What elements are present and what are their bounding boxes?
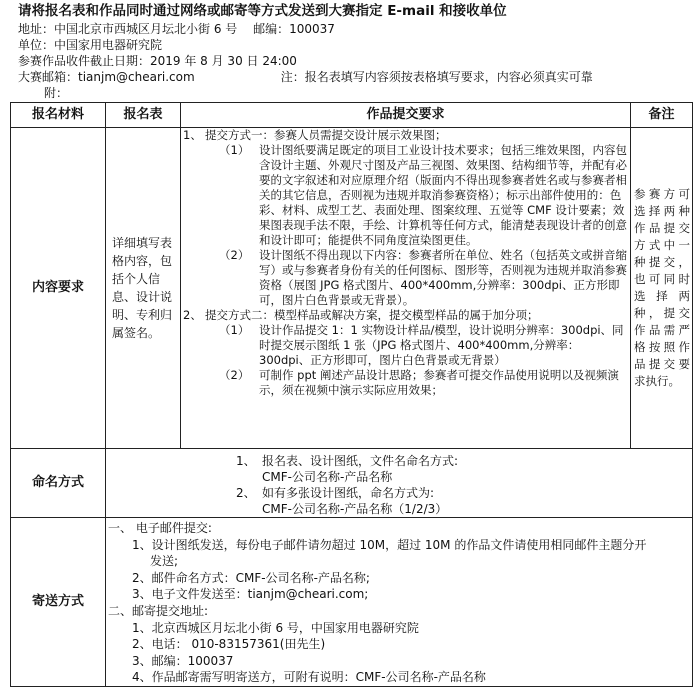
email-note-line — [18, 69, 693, 85]
sending-row — [11, 518, 693, 687]
req-item-text: 设计图纸不得出现以下内容：参赛者所在单位、姓名（包括英文或拼音缩写）或与参赛者身份有关的任何图标、图形等，否则视为违规并取消参赛资格（展图 JPG 格式图片、400*400mm,分辨率：300dpi、正方形即可，图片白色背景或无背景）。 — [259, 248, 627, 307]
header-remarks: 备注 — [631, 103, 693, 128]
req-item-text: 设计图纸要满足既定的项目工业设计技术要求；包括三维效果图，内容包含设计主题、外观尺寸图及产品三视图、效果图、结构细节等，并配有必要的文字叙述和对应原理介绍（版面内不得出现参赛者姓名或与参赛者相关的其它信息，否则视为违规并取消参赛资格）；标示出部件使用的：色彩、材料、成型工艺、表面处理、图案纹理、五觉等 CMF 设计要素；效果图表现手法不限，手绘、计算机等任何方式，能清楚表现设计者的创意和设计即可；能提供不同角度渲染图更佳。 — [259, 143, 627, 247]
sending-line: 4、作品邮寄需写明寄送方，可附有说明：CMF-公司名称-产品名称 — [132, 670, 486, 685]
sending-line: 3、电子文件发送至：tianjm@cheari.com; — [132, 587, 369, 602]
sending-cell — [106, 518, 693, 687]
req-item — [181, 143, 630, 248]
naming-item — [236, 453, 692, 485]
header-materials: 报名材料 — [11, 103, 106, 128]
content-requirements-label: 内容要求 — [11, 128, 106, 449]
req-item-text: 提交方式一：参赛人员需提交设计展示效果图； — [205, 128, 447, 142]
submission-table — [10, 102, 693, 687]
naming-item-line: CMF-公司名称-产品名称 — [262, 470, 393, 484]
sending-line: 3、邮编：100037 — [132, 653, 234, 668]
header-requirements: 作品提交要求 — [181, 103, 631, 128]
naming-cell — [106, 449, 693, 518]
sending-label: 寄送方式 — [11, 518, 106, 687]
remarks-cell: 参赛方可选择两种作品提交方式中一种提交，也可同时选择两种，提交作品需严格按照作品提交要求执行。 — [631, 128, 693, 449]
sending-line: 2、邮件命名方式：CMF-公司名称-产品名称; — [132, 570, 370, 585]
req-item-number: 1、 — [183, 128, 202, 142]
naming-label: 命名方式 — [11, 449, 106, 518]
req-item — [181, 248, 630, 308]
naming-row — [11, 449, 693, 518]
attach-text: 附： — [44, 86, 69, 100]
table-header-row — [11, 103, 693, 128]
form-description: 详细填写表格内容，包括个人信息、设计说明、专利归属签名。 — [106, 128, 181, 449]
req-item — [181, 128, 630, 143]
req-item — [181, 368, 630, 398]
header-form: 报名表 — [106, 103, 181, 128]
sending-line: 2、电话： 010-83157361(田先生) — [132, 637, 326, 652]
req-item-number: （2） — [219, 248, 250, 262]
req-item — [181, 323, 630, 368]
document-title: 请将报名表和作品同时通过网络或邮寄等方式发送到大赛指定 E-mail 和接收单位 — [18, 3, 507, 19]
sending-line: 二、邮寄提交地址: — [108, 603, 209, 618]
naming-item-line: CMF-公司名称-产品名称（1/2/3） — [262, 502, 448, 516]
naming-item-number: 2、 — [236, 486, 256, 500]
naming-item-line: 如有多张设计图纸，命名方式为: — [262, 486, 435, 500]
attach-line — [18, 85, 693, 101]
deadline-line: 参赛作品收件截止日期：2019 年 8 月 30 日 24:00 — [18, 54, 297, 68]
req-item-number: （2） — [219, 368, 250, 382]
req-item — [181, 308, 630, 323]
req-item-number: 2、 — [183, 308, 202, 322]
requirements-cell — [181, 128, 631, 449]
email-text: 大赛邮箱：tianjm@cheari.com — [18, 70, 195, 84]
naming-item-line: 报名表、设计图纸，文件名命名方式: — [262, 454, 459, 468]
req-item-number: （1） — [219, 143, 250, 157]
req-item-number: （1） — [219, 323, 250, 337]
sending-line: 发送; — [150, 554, 179, 569]
sending-line: 一、 电子邮件提交: — [108, 521, 212, 535]
sending-line: 1、设计图纸发送，每份电子邮件请勿超过 10M，超过 10M 的作品文件请使用相同邮件主题分开 — [132, 537, 647, 552]
req-item-text: 提交方式二：模型样品或解决方案，提交模型样品的属于加分项； — [205, 308, 539, 322]
document-header — [18, 2, 693, 101]
sending-line: 1、北京西城区月坛北小街 6 号，中国家用电器研究院 — [132, 620, 419, 635]
address-line: 地址：中国北京市西城区月坛北小街 6 号 邮编：100037 — [18, 22, 335, 36]
content-requirements-row — [11, 128, 693, 449]
naming-item — [236, 485, 692, 517]
note-text: 注：报名表填写内容须按表格填写要求，内容必须真实可靠 — [280, 70, 593, 84]
req-item-text: 可制作 ppt 阐述产品设计思路；参赛者可提交作品使用说明以及视频演示，须在视频中演示实际应用效果； — [259, 368, 619, 397]
naming-item-number: 1、 — [236, 454, 256, 468]
req-item-text: 设计作品提交 1：1 实物设计样品/模型，设计说明分辨率：300dpi、同时提交展示图纸 1 张（JPG 格式图片、400*400mm,分辨率：300dpi、正方形即可，图片白色背景或无背景） — [259, 323, 624, 367]
unit-line: 单位：中国家用电器研究院 — [18, 38, 163, 52]
